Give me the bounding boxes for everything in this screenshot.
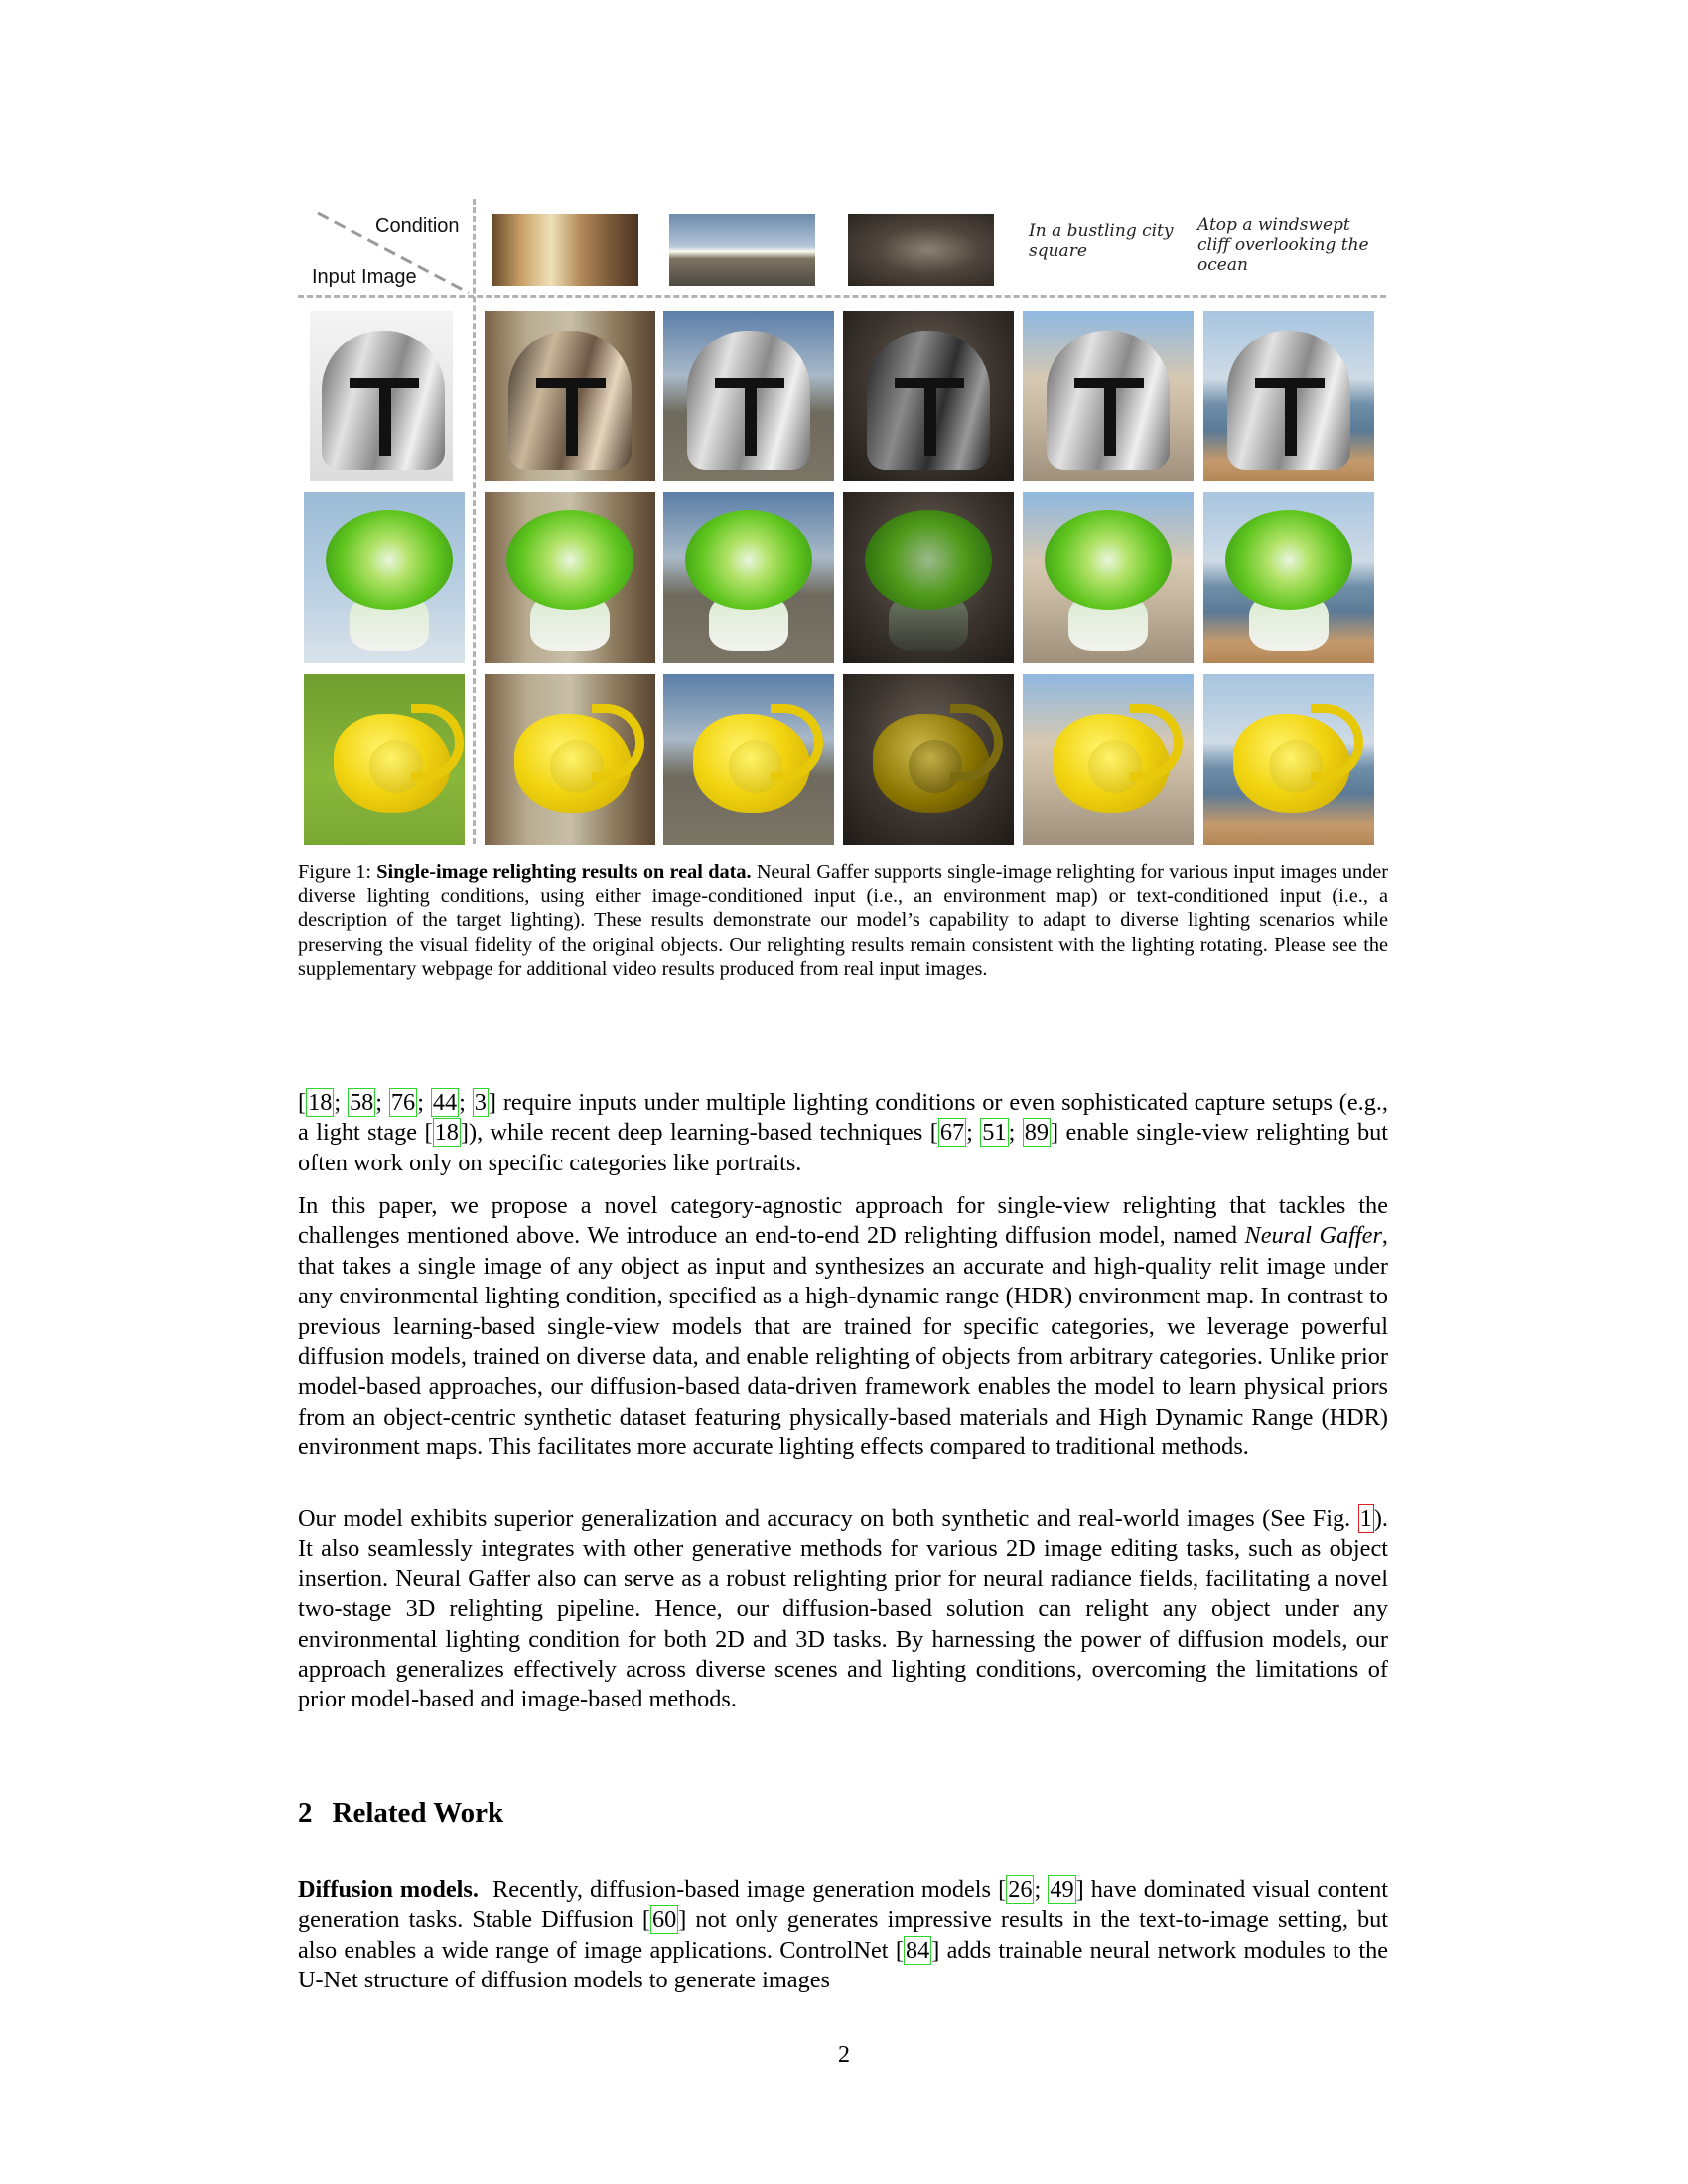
citation-link[interactable]: 67 [939,1119,965,1147]
paragraph-text: not only generates impressive results in the text-to-image setting, but also enables a wide range of image applications. ControlNet [298,1906,1388,1964]
paragraph-4: Diffusion models. Recently, diffusion-based image generation models [26; 49] have dominated visual content generation tasks. Stable Diffusion [60] not only generates impressive results in the text-to-image setting, but also enables a wide range of image applications. ControlNet [84] adds trainable neural network modules to the U-Net structure of diffusion models to generate images [298,1876,1389,1994]
paragraph-text: , that takes a single image of any object as input and synthesizes an accurate and high-quality relit image under any environmental lighting condition, specified as a high-dynamic range (HDR) environment map. In contrast to previous learning-based single-view models that are trained for specific categories, we leverage powerful diffusion models, trained on diverse data, and enable relighting of objects from arbitrary categories. Unlike prior model-based approaches, our diffusion-based data-driven framework enables the model to learn physical priors from an object-centric synthetic dataset featuring physically-based materials and High Dynamic Range (HDR) environment maps. This facilitates more accurate lighting effects compared to traditional methods. [298,1222,1388,1461]
paragraph-text: Our model exhibits superior generalization and accuracy on both synthetic and real-world images (See Fig. [298,1505,1351,1532]
input-image-duck [304,674,465,845]
paragraph-heading: Diffusion models. [298,1876,479,1903]
section-number: 2 [298,1797,313,1829]
figure-caption [298,860,1388,982]
citation-link[interactable]: 26 [1008,1876,1033,1903]
paragraph-text: In this paper, we propose a novel category-agnostic approach for single-view relighting that tackles the challenges mentioned above. We introduce an end-to-end 2D relighting diffusion model, named [298,1192,1388,1250]
result-lion-plaza [663,492,834,663]
method-name: Neural Gaffer [1244,1222,1382,1250]
caption-title: Single-image relighting results on real data. [376,861,752,883]
page-number: 2 [838,2042,850,2068]
citation-link[interactable]: 84 [905,1936,930,1964]
env-map-plaza [669,214,815,286]
result-lion-city [1023,492,1194,663]
result-duck-ocean [1203,674,1374,845]
citation-link[interactable]: 58 [350,1089,374,1116]
text-condition-ocean: Atop a windswept cliff overlooking the ocean [1197,215,1369,275]
figure-ref-link[interactable]: 1 [1359,1505,1372,1532]
paragraph-text: ), while recent deep learning-based techniques [468,1119,923,1147]
vertical-divider [473,199,476,844]
section-heading [298,1797,503,1830]
input-image-lion [304,492,465,663]
paragraph-3 [298,1504,1388,1715]
citation-link[interactable]: 3 [474,1089,487,1116]
result-duck-rock [843,674,1014,845]
citation-link[interactable]: 60 [651,1906,677,1934]
env-map-room [492,214,638,286]
text-condition-city: In a bustling city square [1029,221,1174,261]
citation-link[interactable]: 76 [390,1089,416,1116]
citation-link[interactable]: 51 [982,1119,1007,1147]
result-duck-city [1023,674,1194,845]
result-helmet-city [1023,311,1194,481]
paragraph-1: [18; 58; 76; 44; 3] require inputs under multiple lighting conditions or even sophisticated capture setups (e.g., a light stage [18]), while recent deep learning-based techniques [67; 51; 89] enable single-view relighting but often work only on specific categories like portraits. [298,1089,1389,1176]
section-title: Related Work [332,1797,504,1829]
paragraph-text: require inputs under multiple lighting conditions or even sophisticated capture setups (e.g., a light stage [298,1089,1389,1147]
caption-text: Neural Gaffer supports single-image relighting for various input images under diverse lighting conditions, using either image-conditioned input (i.e., an environment map) or text-conditioned input (i.e., a description of the target lighting). These results demonstrate our model’s capability to adapt to diverse lighting scenarios while preserving the visual fidelity of the original objects. Our relighting results remain consistent with the lighting rotating. Please see the supplementary webpage for additional video results produced from real input images. [298,861,1389,981]
input-image-helmet [310,311,453,481]
result-helmet-plaza [663,311,834,481]
result-lion-ocean [1203,492,1374,663]
citation-link[interactable]: 89 [1024,1119,1050,1147]
citation-link[interactable]: 44 [432,1089,458,1116]
result-helmet-ocean [1203,311,1374,481]
paragraph-text: have dominated visual content generation tasks. Stable Diffusion [298,1876,1388,1934]
result-helmet-room [485,311,655,481]
result-lion-rock [843,492,1014,663]
condition-header: Condition [375,215,460,237]
horizontal-divider [298,295,1386,298]
result-duck-room [485,674,655,845]
paragraph-text: enable single-view relighting but often work only on specific categories like portraits. [298,1119,1389,1176]
citation-link[interactable]: 18 [434,1119,459,1147]
paragraph-text: adds trainable neural network modules to the U-Net structure of diffusion models to generate images [298,1936,1389,1994]
paragraph-text: ). It also seamlessly integrates with other generative methods for various 2D image editing tasks, such as object insertion. Neural Gaffer also can serve as a robust relighting prior for neural radiance fields, facilitating a novel two-stage 3D relighting pipeline. Hence, our diffusion-based solution can relight any object under any environmental lighting condition for both 2D and 3D tasks. By harnessing the power of diffusion models, our approach generalizes effectively across diverse scenes and lighting conditions, overcoming the limitations of prior model-based and image-based methods. [298,1505,1388,1713]
citation-link[interactable]: 18 [308,1089,333,1116]
figure-1 [298,199,1390,854]
env-map-rock [848,214,994,286]
paragraph-2 [298,1191,1388,1463]
input-image-header: Input Image [312,266,417,288]
result-duck-plaza [663,674,834,845]
result-lion-room [485,492,655,663]
caption-label: Figure 1: [298,861,371,883]
citation-link[interactable]: 49 [1050,1876,1074,1903]
paragraph-text: Recently, diffusion-based image generation models [492,1876,992,1903]
result-helmet-rock [843,311,1014,481]
